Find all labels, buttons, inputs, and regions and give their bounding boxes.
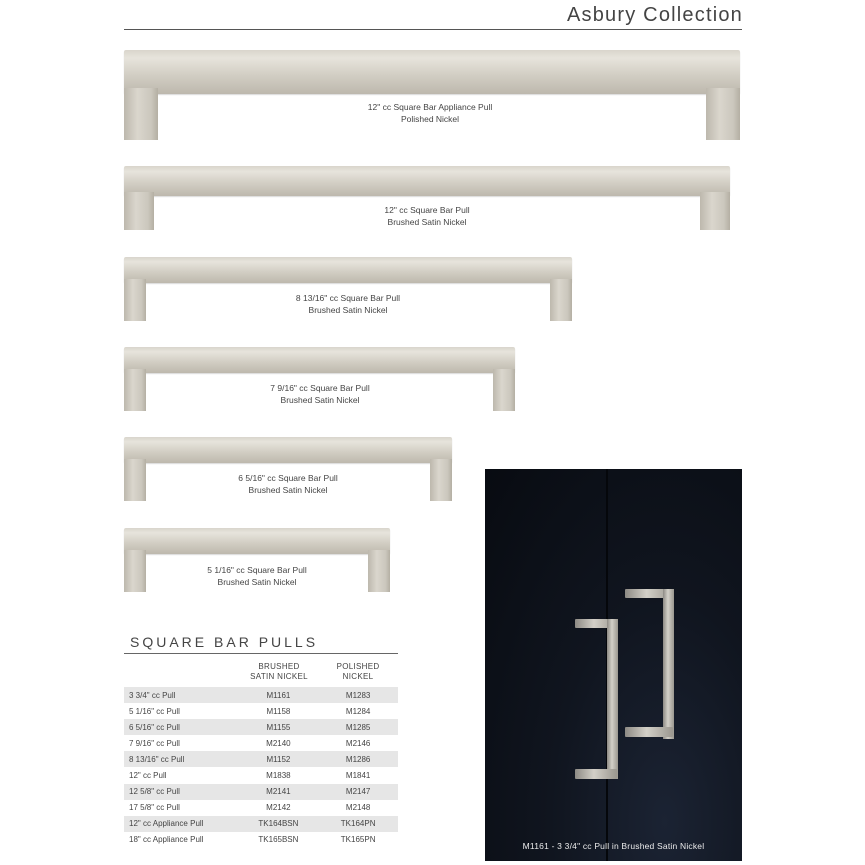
pn-code: M1283 [318,687,398,703]
bsn-code: M1161 [239,687,319,703]
pn-code: TK164PN [318,816,398,832]
pn-code: M2147 [318,784,398,800]
bsn-code: M1152 [239,751,319,767]
row-name: 8 13/16" cc Pull [124,751,239,767]
row-name: 17 5/8" cc Pull [129,803,180,813]
pn-code: M1841 [345,771,371,781]
photo-pull-left-bar [607,619,618,779]
bsn-code: M1838 [266,771,291,781]
pn-code: M1284 [345,706,371,716]
row-name: 12 5/8" cc Pull [124,784,239,800]
row-name: 3 3/4" cc Pull [124,687,239,703]
table-row [124,687,398,703]
photo-caption: M1161 - 3 3/4" cc Pull in Brushed Satin Nickel [522,841,705,851]
photo-pull-right-bar [663,589,674,739]
bsn-code: M1155 [239,719,319,735]
pull-caption-2: 12" cc Square Bar Pull Brushed Satin Nickel [384,205,470,227]
table-row [124,832,398,848]
title-divider [124,29,742,30]
pn-code: TK165PN [340,835,376,845]
column-header-brushed-satin-nickel: BRUSHED SATIN NICKEL [250,662,308,681]
pn-code: M1285 [318,719,398,735]
spec-table [124,687,398,848]
photo-pull-left-bottom [575,769,617,779]
table-row [124,816,398,832]
table-row [124,719,398,735]
bsn-code: M2142 [266,803,291,813]
photo-pull-right-bottom [625,727,673,737]
column-header-polished-nickel: POLISHED NICKEL [336,662,380,681]
row-name: 12" cc Pull [129,771,167,781]
bsn-code: M2141 [239,784,319,800]
product-photo [485,469,742,861]
pn-code: M1286 [318,751,398,767]
pn-code: M2148 [345,803,371,813]
bsn-code: TK164BSN [239,816,319,832]
pull-caption-5: 6 5/16" cc Square Bar Pull Brushed Satin Nickel [238,473,338,495]
section-divider [124,653,398,654]
table-row [124,767,398,783]
pull-caption-6: 5 1/16" cc Square Bar Pull Brushed Satin Nickel [207,565,307,587]
pull-image-appliance [124,50,740,140]
pull-caption-3: 8 13/16" cc Square Bar Pull Brushed Satin Nickel [295,293,401,315]
table-row [124,735,398,751]
row-name: 7 9/16" cc Pull [129,738,180,748]
row-name: 5 1/16" cc Pull [129,706,180,716]
row-name: 6 5/16" cc Pull [124,719,239,735]
row-name: 18" cc Appliance Pull [129,835,204,845]
page-title: Asbury Collection [566,4,743,26]
bsn-code: TK165BSN [258,835,299,845]
section-title: SQUARE BAR PULLS [130,634,319,650]
bsn-code: M2140 [266,738,291,748]
pn-code: M2146 [345,738,371,748]
table-row [124,800,398,816]
table-row [124,703,398,719]
table-row [124,751,398,767]
pull-caption-4: 7 9/16" cc Square Bar Pull Brushed Satin Nickel [270,383,370,405]
table-row [124,784,398,800]
bsn-code: M1158 [266,706,291,716]
pull-caption-1: 12" cc Square Bar Appliance Pull Polished Nickel [367,102,493,124]
row-name: 12" cc Appliance Pull [124,816,239,832]
